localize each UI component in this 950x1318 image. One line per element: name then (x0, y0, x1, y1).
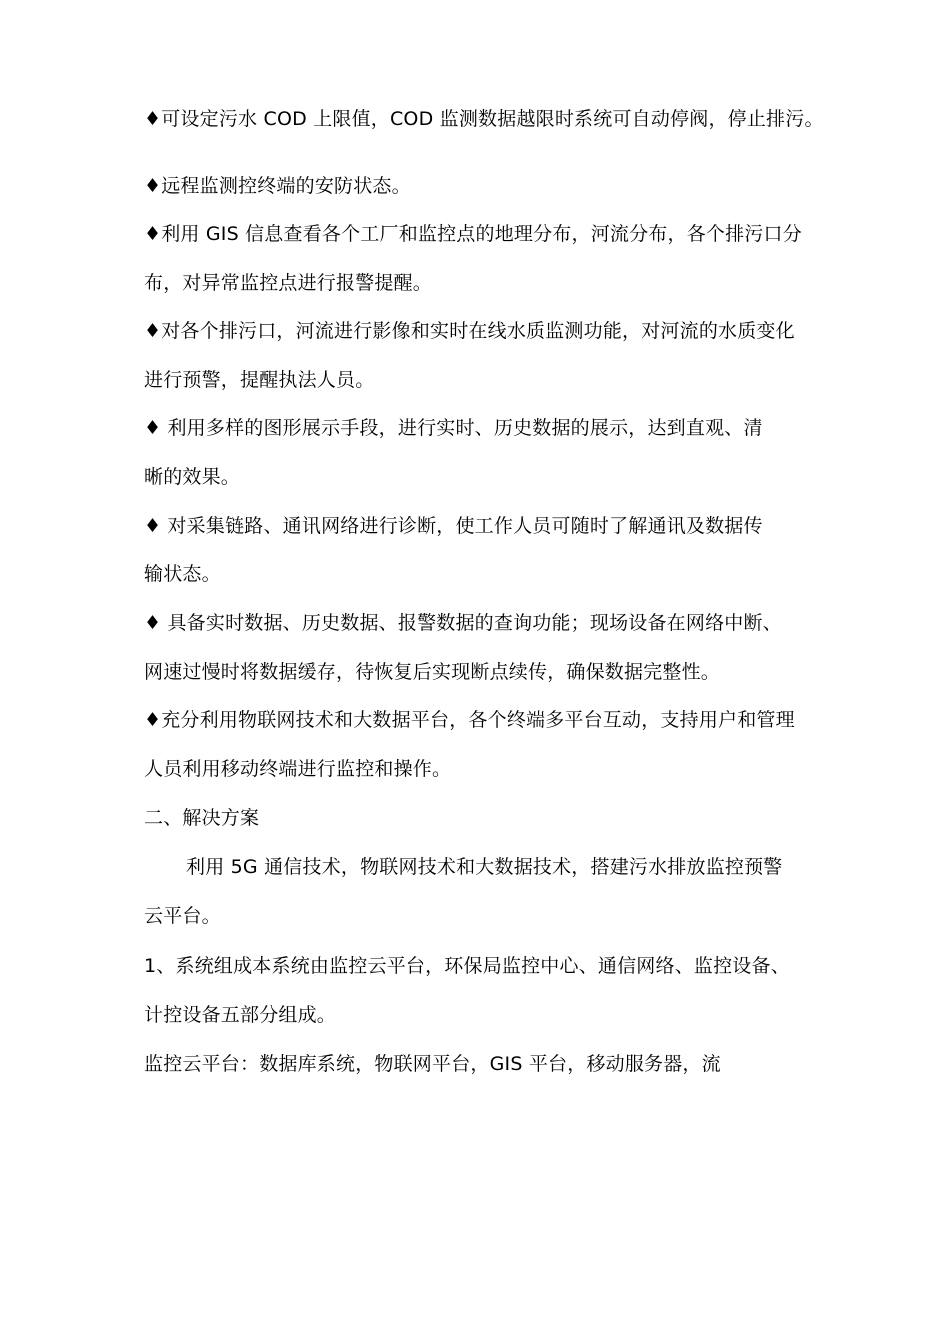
bullet-security-status: ♦远程监测控终端的安防状态。 (144, 175, 411, 197)
bullet-water-quality-line-1: ♦对各个排污口，河流进行影像和实时在线水质监测功能，对河流的水质变化 (144, 320, 795, 342)
bullet-gis-line-2: 布，对异常监控点进行报警提醒。 (144, 272, 433, 294)
bullet-iot-line-1: ♦充分利用物联网技术和大数据平台，各个终端多平台互动，支持用户和管理 (144, 709, 795, 731)
solution-paragraph-line-1: 利用 5G 通信技术，物联网技术和大数据技术，搭建污水排放监控预警 (186, 856, 783, 878)
bullet-gis-line-1: ♦利用 GIS 信息查看各个工厂和监控点的地理分布，河流分布，各个排污口分 (144, 223, 802, 245)
bullet-cod-limit: ♦可设定污水 COD 上限值，COD 监测数据越限时系统可自动停阀，停止排污。 (144, 108, 824, 130)
system-composition-line-1: 1、系统组成本系统由监控云平台，环保局监控中心、通信网络、监控设备、 (144, 955, 790, 977)
bullet-iot-line-2: 人员利用移动终端进行监控和操作。 (144, 758, 452, 780)
section-heading-solution: 二、解决方案 (144, 807, 260, 829)
bullet-diagnosis-line-2: 输状态。 (144, 563, 221, 585)
solution-paragraph-line-2: 云平台。 (144, 905, 221, 927)
bullet-query-line-1: ♦ 具备实时数据、历史数据、报警数据的查询功能；现场设备在网络中断、 (144, 612, 782, 634)
bullet-graphics-line-2: 晰的效果。 (144, 466, 241, 488)
bullet-graphics-line-1: ♦ 利用多样的图形展示手段，进行实时、历史数据的展示，达到直观、清 (144, 417, 763, 439)
bullet-diagnosis-line-1: ♦ 对采集链路、通讯网络进行诊断，使工作人员可随时了解通讯及数据传 (144, 515, 763, 537)
system-composition-line-2: 计控设备五部分组成。 (144, 1004, 337, 1026)
bullet-water-quality-line-2: 进行预警，提醒执法人员。 (144, 369, 375, 391)
cloud-platform-line: 监控云平台：数据库系统，物联网平台，GIS 平台，移动服务器，流 (144, 1053, 721, 1075)
bullet-query-line-2: 网速过慢时将数据缓存，待恢复后实现断点续传，确保数据完整性。 (144, 661, 721, 683)
